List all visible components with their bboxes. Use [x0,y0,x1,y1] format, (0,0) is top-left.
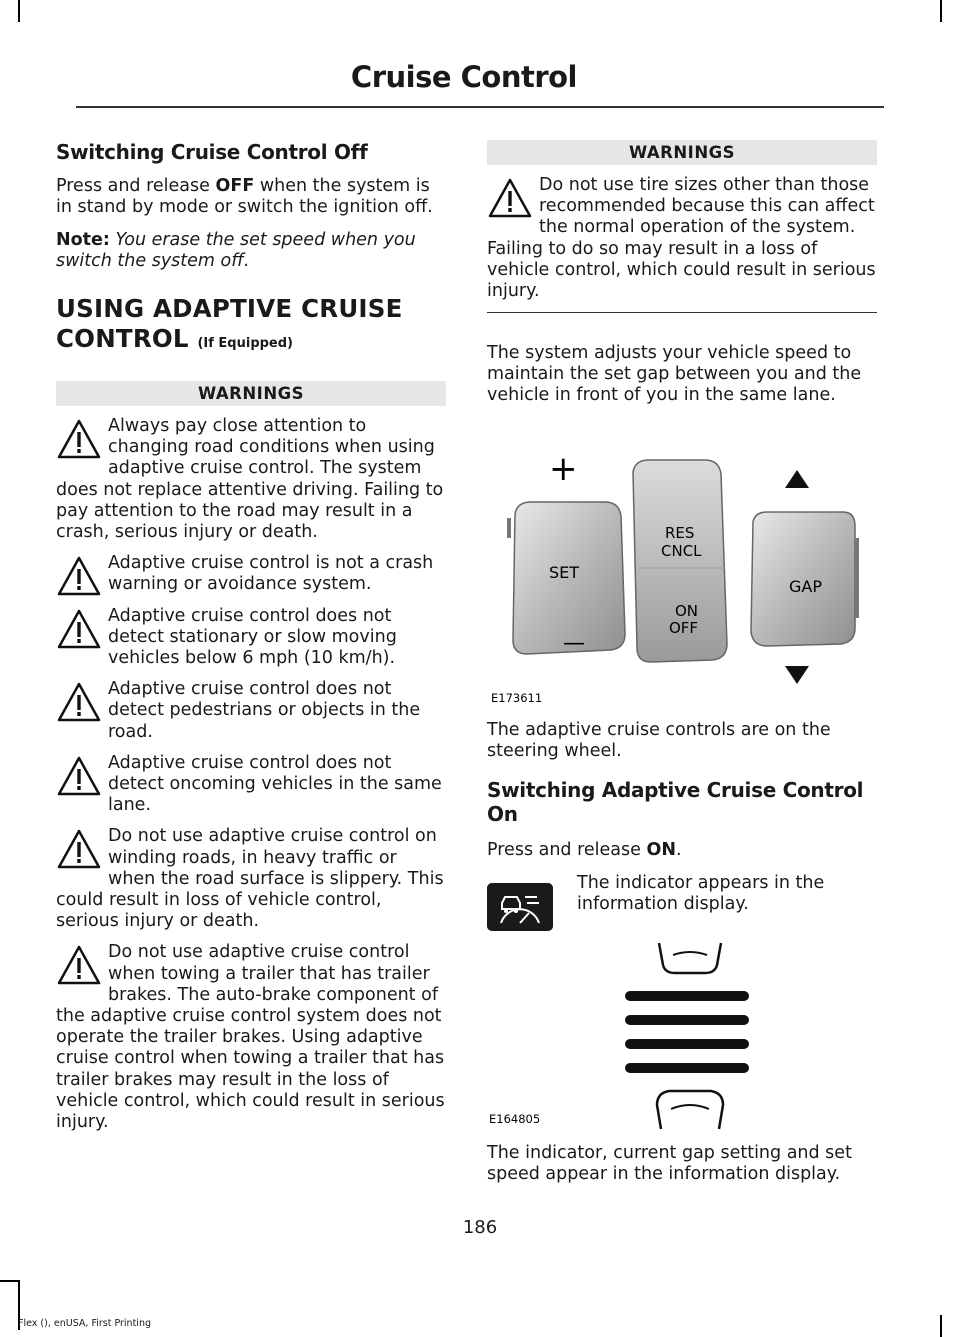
switch-off-body-pre: Press and release [56,176,216,196]
on-label: ON [675,602,699,621]
gap-display-illustration [487,933,877,1133]
gap-label: GAP [789,577,822,597]
gap-display-figure [487,933,877,1133]
edition-text: Flex (), enUSA, First Printing [18,1318,151,1329]
warning-triangle-icon [487,177,533,219]
warnings-end-rule [487,312,877,313]
warning-text: Do not use tire sizes other than those recommended because this can affect the normal operation of the system. Failing to do so may result in a loss of vehicle control, which could result in serious injury. [487,175,876,302]
final-text: The indicator, current gap setting and set speed appear in the information display. [487,1143,852,1185]
figure-code: E164805 [489,1112,541,1127]
warning-text: Adaptive cruise control is not a crash warning or avoidance system. [108,553,434,595]
controls-text: The adaptive cruise controls are on the steering wheel. [487,720,831,762]
warning-text: Adaptive cruise control does not detect oncoming vehicles in the same lane. [108,752,442,816]
warning-triangle-icon [56,944,102,986]
page-title: Cruise Control [350,60,577,94]
press-on-text [487,840,877,861]
warning-triangle-icon [56,755,102,797]
switch-off-title: Switching Cruise Control Off [56,140,368,164]
switch-off-body-post: when the system is in stand by mode or switch the ignition off. [56,176,433,217]
warning-triangle-icon [56,418,102,460]
gap-up-arrow-icon [785,470,809,488]
off-keyword: OFF [215,176,255,196]
indicator-row [487,873,877,933]
warnings-label: WARNINGS [56,381,446,406]
gap-bar [625,1015,749,1025]
crop-mark [940,0,942,22]
page-number: 186 [462,1217,498,1238]
figure-code: E173611 [491,691,543,706]
minus-label: — [563,631,585,657]
crop-mark [18,0,20,22]
warning-text: Always pay close attention to changing road conditions when using adaptive cruise control. The system does not replace attentive driving. Failing to pay attention to the road may result in a crash, serious injury or death. [56,416,444,543]
on-keyword: ON [646,840,677,861]
note-text: You erase the set speed when you switch the system off. [56,230,416,271]
plus-label: + [549,449,578,490]
intro-text: The system adjusts your vehicle speed to maintain the set gap between you and the vehicle in front of you in the same lane. [487,343,862,406]
left-column [56,140,446,1143]
switch-off-body [56,176,446,218]
gap-bar [625,1063,749,1073]
warning-item [56,679,446,743]
warning-item [56,942,446,1133]
off-label: OFF [669,619,699,638]
crop-mark [0,1280,20,1282]
warning-triangle-icon [56,555,102,597]
warning-item [56,606,446,670]
cncl-label: CNCL [661,542,702,561]
acc-heading-text: USING ADAPTIVE CRUISE CONTROL [56,294,403,353]
switch-on-title: Switching Adaptive Cruise Control On [487,778,864,827]
gap-bar [625,1039,749,1049]
acc-indicator-icon [487,883,553,931]
note-label: Note: [56,230,110,250]
warning-text: Adaptive cruise control does not detect pedestrians or objects in the road. [108,679,421,742]
set-label: SET [549,563,580,583]
switch-off-note [56,230,446,272]
warnings-label: WARNINGS [487,140,877,165]
warning-item [487,175,877,302]
press-post: . [676,840,682,861]
indicator-text: The indicator appears in the information display. [577,873,825,915]
warning-item [56,553,446,595]
warning-text: Do not use adaptive cruise control on winding roads, in heavy traffic or when the road surface is slippery. This could result in loss of vehicle control, serious injury or death. [56,826,444,932]
warning-item [56,826,446,932]
lead-vehicle-icon [659,943,721,973]
warning-item [56,753,446,817]
res-label: RES [665,524,695,543]
warning-item [56,416,446,543]
acc-heading [56,294,446,359]
gap-bar [625,991,749,1001]
own-vehicle-icon [657,1091,723,1129]
acc-controls-figure [487,418,877,708]
acc-controls-illustration [487,418,877,708]
gap-down-arrow-icon [785,666,809,684]
warning-triangle-icon [56,681,102,723]
header-rule [76,106,884,108]
crop-mark [940,1315,942,1337]
warning-text: Do not use adaptive cruise control when towing a trailer that has trailer brakes. The auto-brake component of the adaptive cruise control system does not operate the trailer brakes. Using adaptive cruise control when towing a trailer that has trailer brakes may result in the loss of vehicle control, which could result in serious injury. [56,942,445,1133]
warning-triangle-icon [56,828,102,870]
warning-text: Adaptive cruise control does not detect stationary or slow moving vehicles below 6 mph (10 km/h). [108,605,397,669]
right-column [487,140,877,1197]
press-pre: Press and release [487,840,647,861]
acc-heading-equipped: (If Equipped) [197,336,294,351]
warning-triangle-icon [56,608,102,650]
